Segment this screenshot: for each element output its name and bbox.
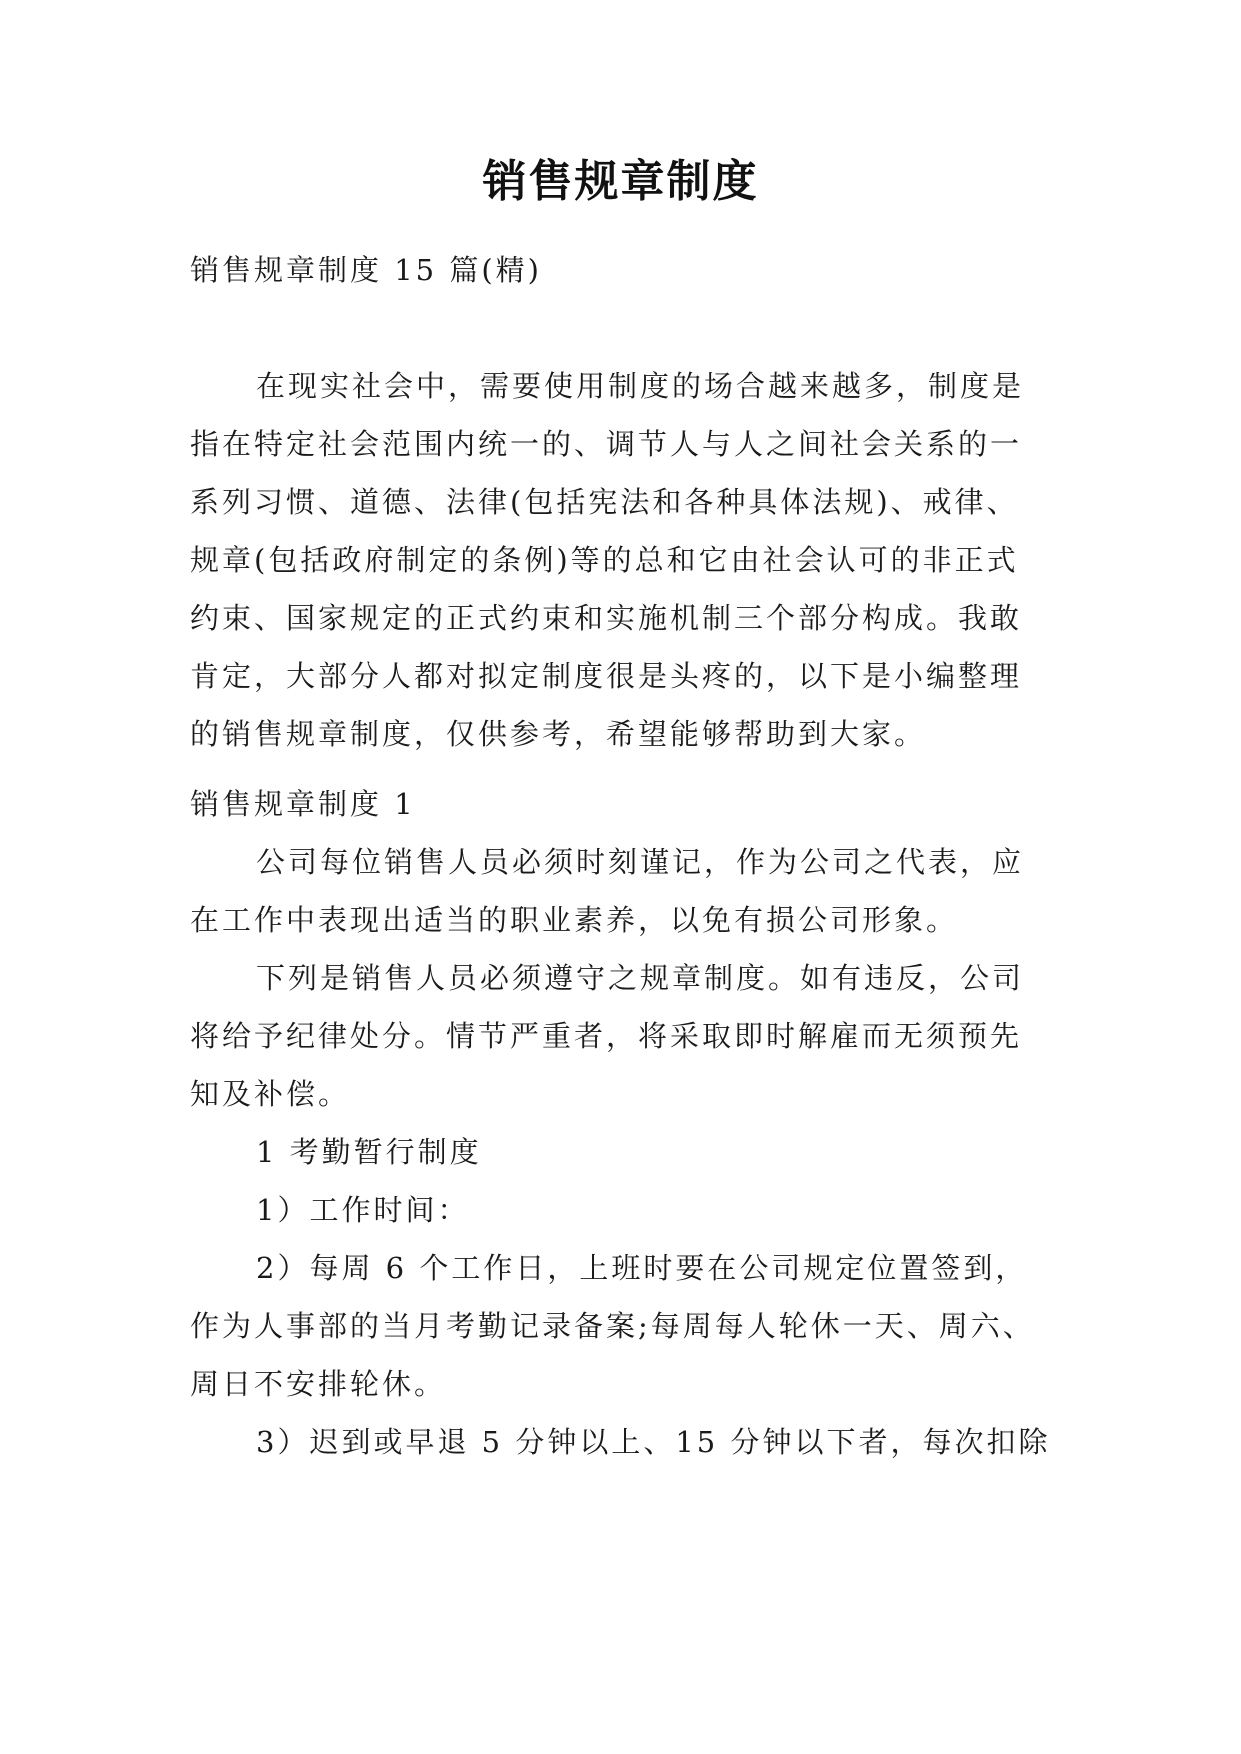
intro-line: 在现实社会中，需要使用制度的场合越来越多，制度是: [256, 369, 1025, 403]
section-paragraph: [190, 949, 1060, 1123]
item-heading: 1 考勤暂行制度: [256, 1135, 482, 1169]
paragraph-line: 将给予纪律处分。情节严重者，将采取即时解雇而无须预先: [190, 1019, 1023, 1053]
intro-paragraph: [190, 357, 1060, 763]
intro-line: 约束、国家规定的正式约束和实施机制三个部分构成。我敢: [190, 601, 1023, 635]
intro-line: 的销售规章制度，仅供参考，希望能够帮助到大家。: [190, 717, 927, 751]
paragraph-line: 2）每周 6 个工作日，上班时要在公司规定位置签到，: [256, 1251, 1028, 1285]
paragraph-line: 下列是销售人员必须遵守之规章制度。如有违反，公司: [256, 961, 1025, 995]
list-item: [190, 1239, 1060, 1413]
list-item: 3）迟到或早退 5 分钟以上、15 分钟以下者，每次扣除: [256, 1425, 1051, 1459]
intro-line: 规章(包括政府制定的条例)等的总和它由社会认可的非正式: [190, 543, 1019, 577]
page-title: 销售规章制度: [482, 156, 759, 207]
list-item: 1）工作时间：: [256, 1193, 470, 1227]
intro-line: 指在特定社会范围内统一的、调节人与人之间社会关系的一: [190, 427, 1023, 461]
document-subtitle: 销售规章制度 15 篇(精): [190, 253, 542, 287]
paragraph-line: 在工作中表现出适当的职业素养，以免有损公司形象。: [190, 903, 959, 937]
paragraph-line: 知及补偿。: [190, 1077, 351, 1111]
section-heading: 销售规章制度 1: [190, 787, 416, 821]
section-paragraph: [190, 833, 1060, 949]
intro-line: 系列习惯、道德、法律(包括宪法和各种具体法规)、戒律、: [190, 485, 1019, 519]
paragraph-line: 作为人事部的当月考勤记录备案;每周每人轮休一天、周六、: [190, 1309, 1035, 1343]
paragraph-line: 周日不安排轮休。: [190, 1367, 447, 1401]
intro-line: 肯定，大部分人都对拟定制度很是头疼的，以下是小编整理: [190, 659, 1023, 693]
paragraph-line: 公司每位销售人员必须时刻谨记，作为公司之代表，应: [256, 845, 1025, 879]
